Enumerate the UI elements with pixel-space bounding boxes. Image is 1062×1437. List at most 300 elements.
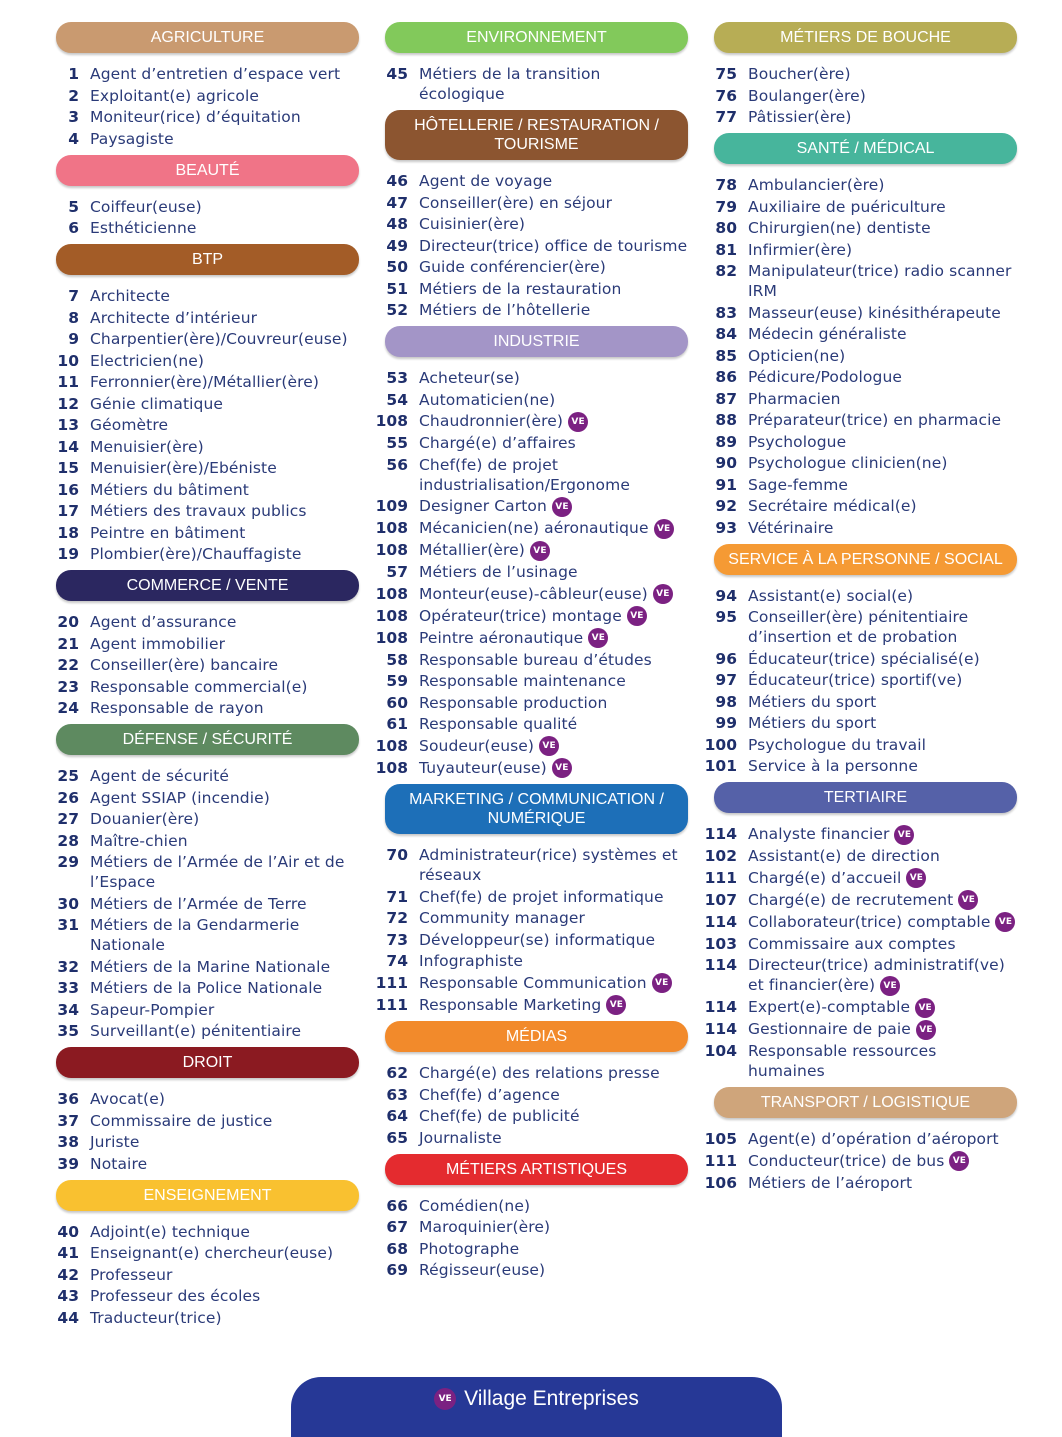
list-item [56,329,359,349]
job-label [748,64,851,84]
job-label [419,606,647,627]
job-list [56,64,359,149]
stand-number: 37 [57,1111,79,1130]
stand-number: 13 [57,416,79,434]
ve-badge-icon: VE [949,1151,969,1171]
job-title: Service à la personne [748,757,918,775]
job-label [419,300,590,320]
job-title: Chef(fe) de projet informatique [419,887,664,906]
job-title: Métiers du sport [748,714,877,732]
stand-number: 15 [57,459,79,477]
job-label [748,713,876,733]
job-label [90,1265,172,1285]
job-label [90,86,259,106]
job-label [90,218,197,238]
stand-number: 107 [704,890,737,909]
job-label [748,1019,936,1040]
job-title: Ferronnier(ère)/Métallier(ère) [90,373,320,391]
job-title: Métiers de l’hôtellerie [419,301,591,319]
job-title: Mécanicien(ne) aéronautique [419,519,649,537]
list-item [385,279,688,299]
stand-number: 17 [57,502,79,520]
stand-number: 27 [57,810,79,828]
list-item [704,890,1017,911]
job-label [90,978,322,998]
stand-number: 18 [57,523,79,542]
job-title: Conseiller(ère) en séjour [419,193,613,212]
section-header: DROIT [56,1047,359,1078]
job-title: Chargé(e) des relations presse [419,1064,660,1082]
list-item [56,612,359,632]
job-title: Adjoint(e) technique [90,1222,251,1241]
list-item [385,257,688,277]
list-item [704,1019,1017,1040]
section-metiers-artistiques [385,1154,688,1281]
job-list [56,1089,359,1174]
job-label [419,758,572,779]
job-title: Secrétaire médical(e) [748,497,917,515]
section-header: MÉTIERS DE BOUCHE [714,22,1017,53]
stand-number: 111 [704,1151,737,1170]
job-title: Psychologue du travail [748,735,927,754]
list-item [704,955,1017,996]
job-label [419,540,550,561]
job-title: Assistant(e) de direction [748,847,940,865]
list-item [56,64,359,84]
stand-number: 98 [715,692,737,711]
job-title: Sage-femme [748,475,849,494]
list-item [56,415,359,435]
stand-number: 11 [57,373,79,391]
job-title: Photographe [419,1239,520,1258]
job-title: Plombier(ère)/Chauffagiste [90,545,302,563]
stand-number: 108 [375,736,408,755]
job-label [90,788,270,808]
list-item [56,501,359,521]
list-item [704,846,1017,866]
section-commerce-vente [56,570,359,718]
list-item [375,758,688,779]
list-item [56,957,359,977]
list-item [704,735,1017,755]
job-label [748,1173,912,1193]
list-item [385,693,688,713]
list-item [385,193,688,213]
stand-number: 108 [375,412,408,430]
job-label [419,671,626,691]
job-title: Professeur [90,1265,173,1284]
job-label [419,930,655,950]
job-label [748,303,1001,323]
job-label [419,433,576,453]
column-right [704,22,1017,1199]
stand-number: 80 [715,219,737,237]
job-label [419,518,674,539]
section-header: AGRICULTURE [56,22,359,53]
stand-number: 81 [715,240,737,259]
list-item [56,894,359,914]
stand-number: 24 [57,699,79,717]
job-title: Assistant(e) social(e) [748,586,914,605]
job-title: Professeur des écoles [90,1287,261,1305]
stand-number: 55 [386,434,408,452]
job-title: Géomètre [90,416,169,434]
list-item [714,649,1017,669]
ve-badge-icon: VE [568,412,588,432]
stand-number: 50 [386,258,408,276]
job-title: Métiers de l’aéroport [748,1173,913,1192]
job-title: Architecte [90,287,171,305]
stand-number: 36 [57,1090,79,1108]
stand-number: 29 [57,853,79,871]
job-label [90,894,307,914]
job-title: Avocat(e) [90,1090,165,1108]
stand-number: 71 [386,887,408,906]
stand-number: 103 [704,934,737,953]
job-title: Pharmacien [748,389,841,408]
job-title: Maroquinier(ère) [419,1218,551,1236]
job-title: Auxiliaire de puériculture [748,197,946,216]
job-title: Moniteur(rice) d’équitation [90,108,301,126]
job-title: Douanier(ère) [90,810,200,828]
job-title: Médecin généraliste [748,325,907,343]
list-item [56,1308,359,1328]
list-item [385,300,688,320]
job-title: Agent SSIAP (incendie) [90,788,270,807]
job-list [385,64,688,104]
job-title: Agent d’entretien d’espace vert [90,65,341,83]
list-item [385,1085,688,1105]
job-label [90,612,237,632]
job-label [748,868,926,889]
list-item [385,64,688,104]
job-title: Métiers de l’Armée de Terre [90,894,307,913]
job-title: Développeur(se) informatique [419,930,656,949]
list-item [56,1243,359,1263]
job-title: Éducateur(trice) sportif(ve) [748,671,963,689]
job-title: Administrateur(rice) systèmes et réseaux [419,846,678,884]
job-label [90,372,319,392]
job-label [419,736,559,757]
stand-number: 41 [57,1244,79,1262]
list-item [714,86,1017,106]
job-label [748,367,902,387]
job-title: Electricien(ne) [90,351,205,370]
job-title: Chirurgien(ne) dentiste [748,219,931,237]
list-item [56,480,359,500]
job-title: Opticien(ne) [748,346,846,365]
job-label [419,887,664,907]
list-item [385,368,688,388]
section-agriculture [56,22,359,149]
job-label [90,677,308,697]
job-title: Pédicure/Podologue [748,368,902,386]
list-item [714,324,1017,344]
job-title: Responsable de rayon [90,699,264,717]
job-title: Infographiste [419,952,524,970]
list-item [56,372,359,392]
list-item [56,351,359,371]
job-label [90,458,277,478]
job-title: Responsable commercial(e) [90,677,308,696]
job-label [419,584,673,605]
ve-badge-icon: VE [958,890,978,910]
job-label [90,197,202,217]
list-item [56,1222,359,1242]
ve-badge-icon: VE [916,1020,936,1040]
list-item [385,214,688,234]
job-title: Chargé(e) de recrutement [748,890,954,909]
stand-number: 79 [715,197,737,216]
list-item [714,607,1017,647]
job-title: Pâtissier(ère) [748,108,852,126]
list-item [56,1000,359,1020]
job-title: Conseiller(ère) pénitentiaire d’insertion et de probation [748,608,969,646]
job-label [90,329,348,349]
job-title: Responsable Communication [419,973,647,992]
stand-number: 35 [57,1022,79,1040]
job-label [90,523,245,543]
stand-number: 54 [386,390,408,409]
job-label [90,286,170,306]
job-label [748,432,846,452]
list-item [714,303,1017,323]
job-label [419,257,606,277]
list-item [385,1260,688,1280]
stand-number: 114 [704,912,737,931]
stand-number: 114 [704,956,737,974]
stand-number: 63 [386,1085,408,1104]
stand-number: 10 [57,351,79,370]
stand-number: 87 [715,389,737,408]
section-industrie [375,326,688,778]
list-item [375,518,688,539]
job-label [90,480,249,500]
stand-number: 6 [68,219,79,237]
job-title: Responsable bureau d’études [419,650,652,669]
job-title: Monteur(euse)-câbleur(euse) [419,584,648,603]
stand-number: 93 [715,518,737,537]
job-label [90,852,359,892]
stand-number: 42 [57,1265,79,1284]
list-item [385,1217,688,1237]
job-label [419,1128,502,1148]
section-droit [56,1047,359,1174]
job-title: Régisseur(euse) [419,1261,546,1279]
stand-number: 51 [386,279,408,298]
job-title: Journaliste [419,1128,502,1147]
footer-label: Village Entreprises [464,1387,639,1410]
job-label [419,693,607,713]
list-item [385,1106,688,1126]
column-middle [375,22,688,1286]
list-item [56,1132,359,1152]
job-label [419,455,688,495]
list-item [385,1063,688,1083]
job-label [419,1239,519,1259]
stand-number: 67 [386,1218,408,1236]
section-btp [56,244,359,564]
job-label [748,934,956,954]
job-title: Métiers des travaux publics [90,502,307,520]
list-item [714,453,1017,473]
stand-number: 66 [386,1196,408,1215]
section-environnement [385,22,688,104]
list-item [375,496,688,517]
job-label [419,1196,530,1216]
job-list [704,824,1017,1081]
job-list [385,1196,688,1281]
job-title: Paysagiste [90,129,174,148]
job-label [90,1308,222,1328]
job-title: Responsable ressources humaines [748,1042,937,1080]
job-label [90,308,257,328]
section-service-a-la-personne-social [704,544,1017,777]
stand-number: 62 [386,1064,408,1082]
list-item [704,1041,1017,1081]
stand-number: 2 [68,86,79,105]
job-title: Agent de sécurité [90,767,230,785]
job-label [748,518,834,538]
list-item [385,236,688,256]
job-title: Agent(e) d’opération d’aéroport [748,1130,999,1148]
section-header: HÔTELLERIE / RESTAURATION / TOURISME [385,110,688,160]
job-title: Psychologue clinicien(ne) [748,454,948,472]
job-title: Coiffeur(euse) [90,197,202,216]
job-label [748,175,885,195]
job-list [56,286,359,564]
job-title: Responsable production [419,693,608,712]
job-label [748,997,935,1018]
section-header: TRANSPORT / LOGISTIQUE [714,1087,1017,1118]
job-title: Métiers de la transition écologique [419,65,601,103]
stand-number: 108 [375,758,408,777]
job-label [748,218,931,238]
section-tertiaire [704,782,1017,1081]
ve-badge-icon: VE [880,976,900,996]
job-label [419,908,585,928]
job-title: Conducteur(trice) de bus [748,1151,945,1170]
list-item [56,544,359,564]
list-item [714,107,1017,127]
stand-number: 31 [57,916,79,934]
job-label [419,973,672,994]
stand-number: 38 [57,1133,79,1151]
job-list [56,612,359,718]
list-item [385,1196,688,1216]
job-label [419,650,652,670]
job-label [90,831,188,851]
list-item [56,1154,359,1174]
job-label [419,496,572,517]
list-item [714,197,1017,217]
ve-badge-icon: VE [915,998,935,1018]
list-item [375,584,688,605]
list-item [714,175,1017,195]
list-item [385,671,688,691]
stand-number: 49 [386,236,408,255]
job-label [748,607,1017,647]
list-item [375,411,688,432]
ve-badge-icon: VE [434,1388,456,1410]
stand-number: 44 [57,1308,79,1327]
job-title: Directeur(trice) office de tourisme [419,236,688,255]
list-item [385,562,688,582]
stand-number: 61 [386,715,408,733]
list-item [56,1111,359,1131]
stand-number: 26 [57,788,79,807]
job-label [748,453,947,473]
ve-badge-icon: VE [552,758,572,778]
job-title: Chaudronnier(ère) [419,412,564,430]
stand-number: 8 [68,308,79,327]
job-label [748,261,1017,301]
stand-number: 78 [715,176,737,194]
job-title: Esthéticienne [90,219,197,237]
job-list [375,368,688,778]
list-item [704,934,1017,954]
job-title: Vétérinaire [748,518,834,537]
list-item [56,788,359,808]
list-item [385,930,688,950]
list-item [714,389,1017,409]
job-title: Peintre aéronautique [419,628,584,647]
list-item [385,433,688,453]
job-label [90,1132,139,1152]
job-title: Responsable qualité [419,715,578,733]
job-label [748,389,841,409]
list-item [704,1151,1017,1172]
stand-number: 91 [715,475,737,494]
job-label [419,236,687,256]
stand-number: 76 [715,86,737,105]
ve-badge-icon: VE [588,628,608,648]
ve-badge-icon: VE [652,973,672,993]
column-left [56,22,359,1334]
section-header: COMMERCE / VENTE [56,570,359,601]
list-item [56,766,359,786]
stand-number: 25 [57,767,79,785]
job-label [90,1021,301,1041]
section-defense-securite [56,724,359,1041]
job-label [419,995,626,1016]
section-medias [385,1021,688,1148]
stand-number: 57 [386,563,408,581]
job-title: Surveillant(e) pénitentiaire [90,1022,302,1040]
job-title: Comédien(ne) [419,1196,531,1215]
list-item [714,346,1017,366]
job-title: Collaborateur(trice) comptable [748,912,991,931]
job-title: Sapeur-Pompier [90,1000,215,1019]
job-label [90,351,204,371]
job-title: Métiers de l’Armée de l’Air et de l’Espace [90,853,345,891]
job-label [748,692,876,712]
section-header: MÉTIERS ARTISTIQUES [385,1154,688,1185]
stand-number: 33 [57,979,79,997]
job-label [748,197,946,217]
stand-number: 70 [386,846,408,864]
list-item [385,908,688,928]
stand-number: 97 [715,671,737,689]
list-item [385,951,688,971]
section-header: MÉDIAS [385,1021,688,1052]
job-label [748,410,1001,430]
stand-number: 111 [375,973,408,992]
list-item [56,308,359,328]
job-label [748,846,940,866]
section-header: INDUSTRIE [385,326,688,357]
list-item [714,240,1017,260]
